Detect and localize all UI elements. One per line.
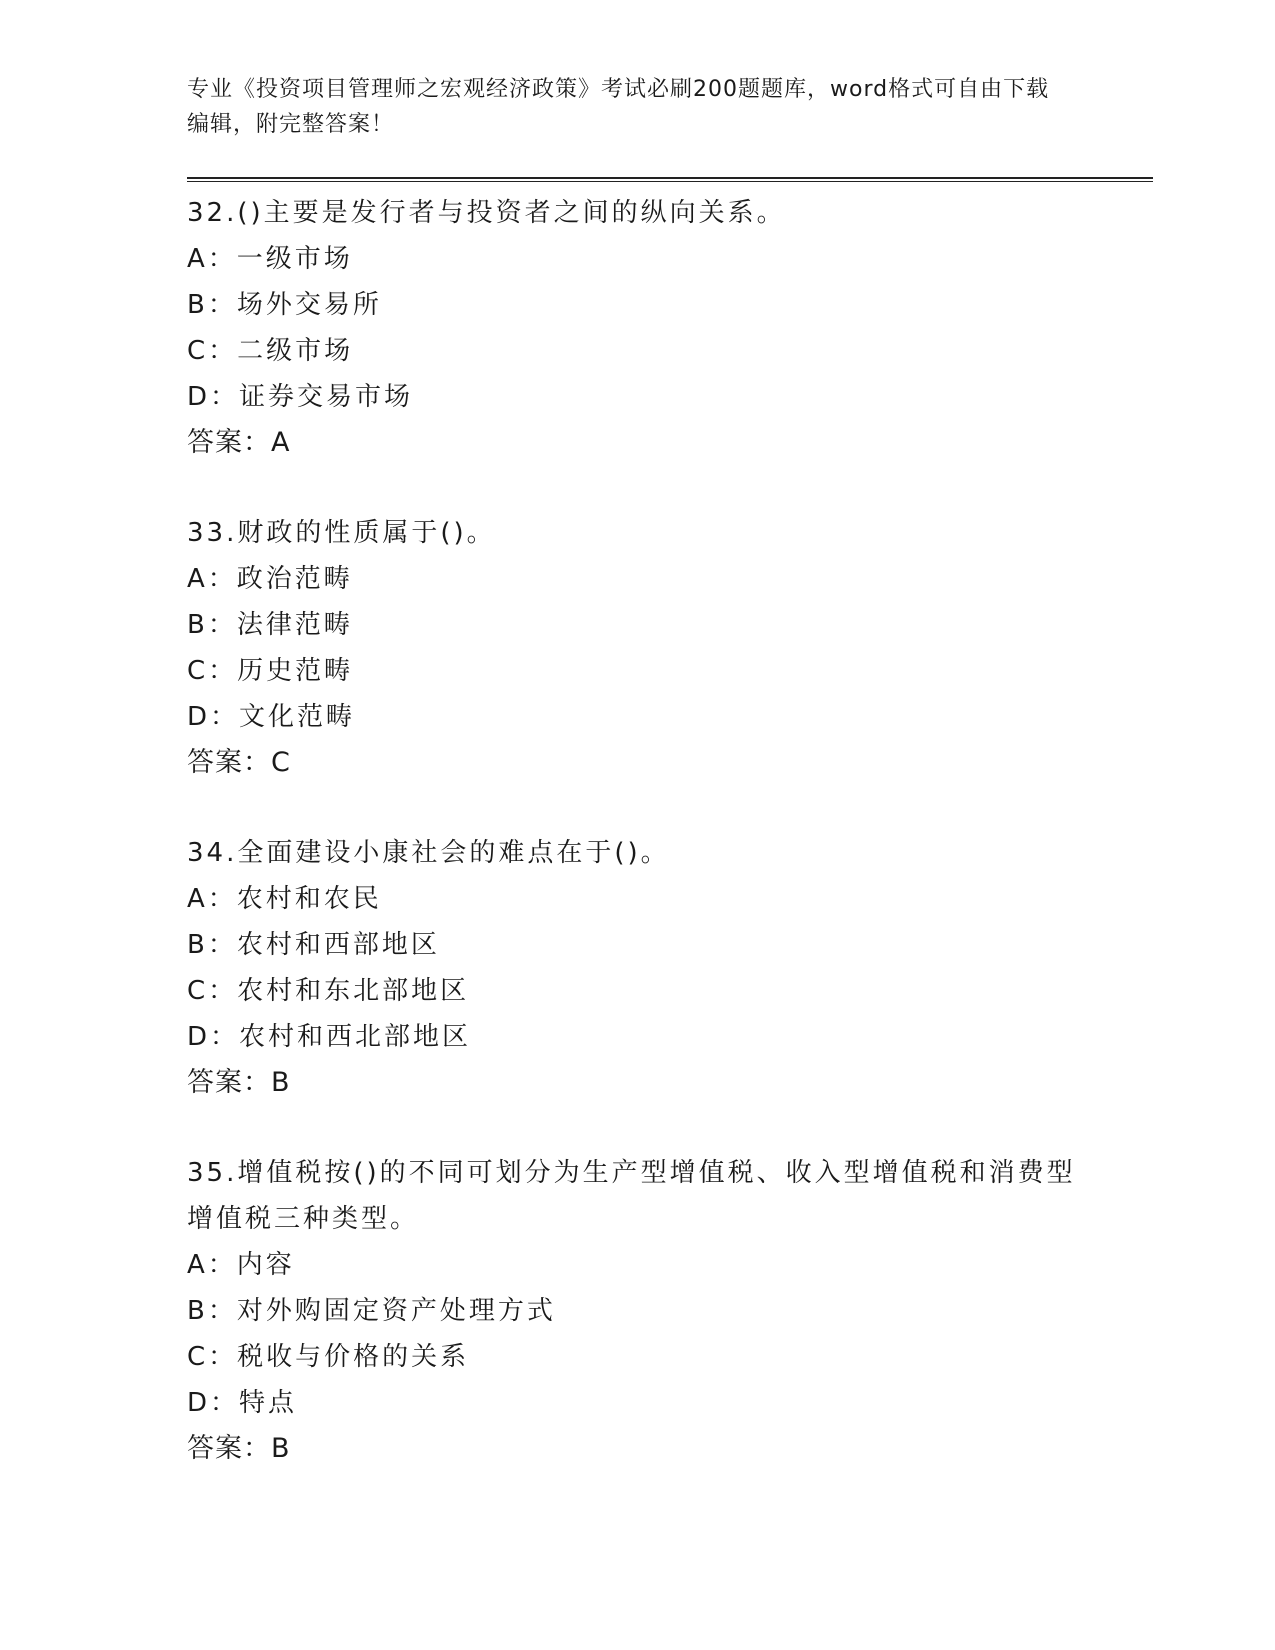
- option-b: [187, 602, 1087, 648]
- question-33: [187, 510, 1087, 786]
- option-text: 一级市场: [236, 244, 353, 274]
- option-letter: B：: [187, 930, 237, 960]
- option-text: 对外购固定资产处理方式: [236, 1296, 556, 1326]
- answer-line: 答案：B: [187, 1067, 291, 1098]
- option-letter: A：: [187, 244, 237, 274]
- option-text: 场外交易所: [236, 290, 382, 320]
- header-divider: [187, 177, 1153, 182]
- option-b: [187, 282, 1087, 328]
- option-d: [187, 374, 1087, 420]
- answer-line: 答案：A: [187, 427, 291, 458]
- option-a: [187, 556, 1087, 602]
- option-d: [187, 1380, 1087, 1426]
- question-35: [187, 1150, 1087, 1472]
- option-a: [187, 236, 1087, 282]
- question-32: [187, 190, 1087, 466]
- option-c: [187, 1334, 1087, 1380]
- option-c: [187, 328, 1087, 374]
- option-a: [187, 876, 1087, 922]
- option-letter: B：: [187, 290, 237, 320]
- option-letter: A：: [187, 1250, 237, 1280]
- option-text: 内容: [236, 1250, 295, 1280]
- option-text: 农村和东北部地区: [237, 976, 470, 1006]
- option-text: 税收与价格的关系: [237, 1342, 470, 1372]
- answer-line: 答案：B: [187, 1433, 291, 1464]
- option-text: 政治范畴: [236, 564, 353, 594]
- option-letter: C：: [187, 336, 238, 366]
- option-text: 证券交易市场: [239, 382, 414, 412]
- option-letter: A：: [187, 884, 237, 914]
- option-a: [187, 1242, 1087, 1288]
- option-text: 农村和农民: [236, 884, 382, 914]
- question-stem: 33.财政的性质属于()。: [187, 518, 496, 548]
- option-text: 特点: [239, 1388, 298, 1418]
- option-letter: D：: [187, 1022, 240, 1052]
- option-d: [187, 1014, 1087, 1060]
- option-letter: C：: [187, 656, 238, 686]
- option-letter: D：: [187, 702, 240, 732]
- option-b: [187, 1288, 1087, 1334]
- option-c: [187, 648, 1087, 694]
- document-header: 专业《投资项目管理师之宏观经济政策》考试必刷200题题库，word格式可自由下载编辑，附完整答案！: [187, 77, 1050, 137]
- question-stem: 34.全面建设小康社会的难点在于()。: [187, 838, 670, 868]
- option-letter: C：: [187, 976, 238, 1006]
- option-letter: C：: [187, 1342, 238, 1372]
- option-text: 农村和西部地区: [236, 930, 440, 960]
- question-stem: 35.增值税按()的不同可划分为生产型增值税、收入型增值税和消费型增值税三种类型。: [187, 1158, 1076, 1234]
- option-text: 农村和西北部地区: [239, 1022, 472, 1052]
- option-letter: D：: [187, 1388, 240, 1418]
- question-34: [187, 830, 1087, 1106]
- question-stem: 32.()主要是发行者与投资者之间的纵向关系。: [187, 198, 786, 228]
- question-list: [187, 190, 1087, 1516]
- option-c: [187, 968, 1087, 1014]
- answer-line: 答案：C: [187, 747, 291, 778]
- option-text: 二级市场: [237, 336, 354, 366]
- option-d: [187, 694, 1087, 740]
- option-text: 历史范畴: [237, 656, 354, 686]
- option-text: 文化范畴: [239, 702, 356, 732]
- option-letter: A：: [187, 564, 237, 594]
- option-letter: D：: [187, 382, 240, 412]
- option-text: 法律范畴: [236, 610, 353, 640]
- option-b: [187, 922, 1087, 968]
- option-letter: B：: [187, 1296, 237, 1326]
- option-letter: B：: [187, 610, 237, 640]
